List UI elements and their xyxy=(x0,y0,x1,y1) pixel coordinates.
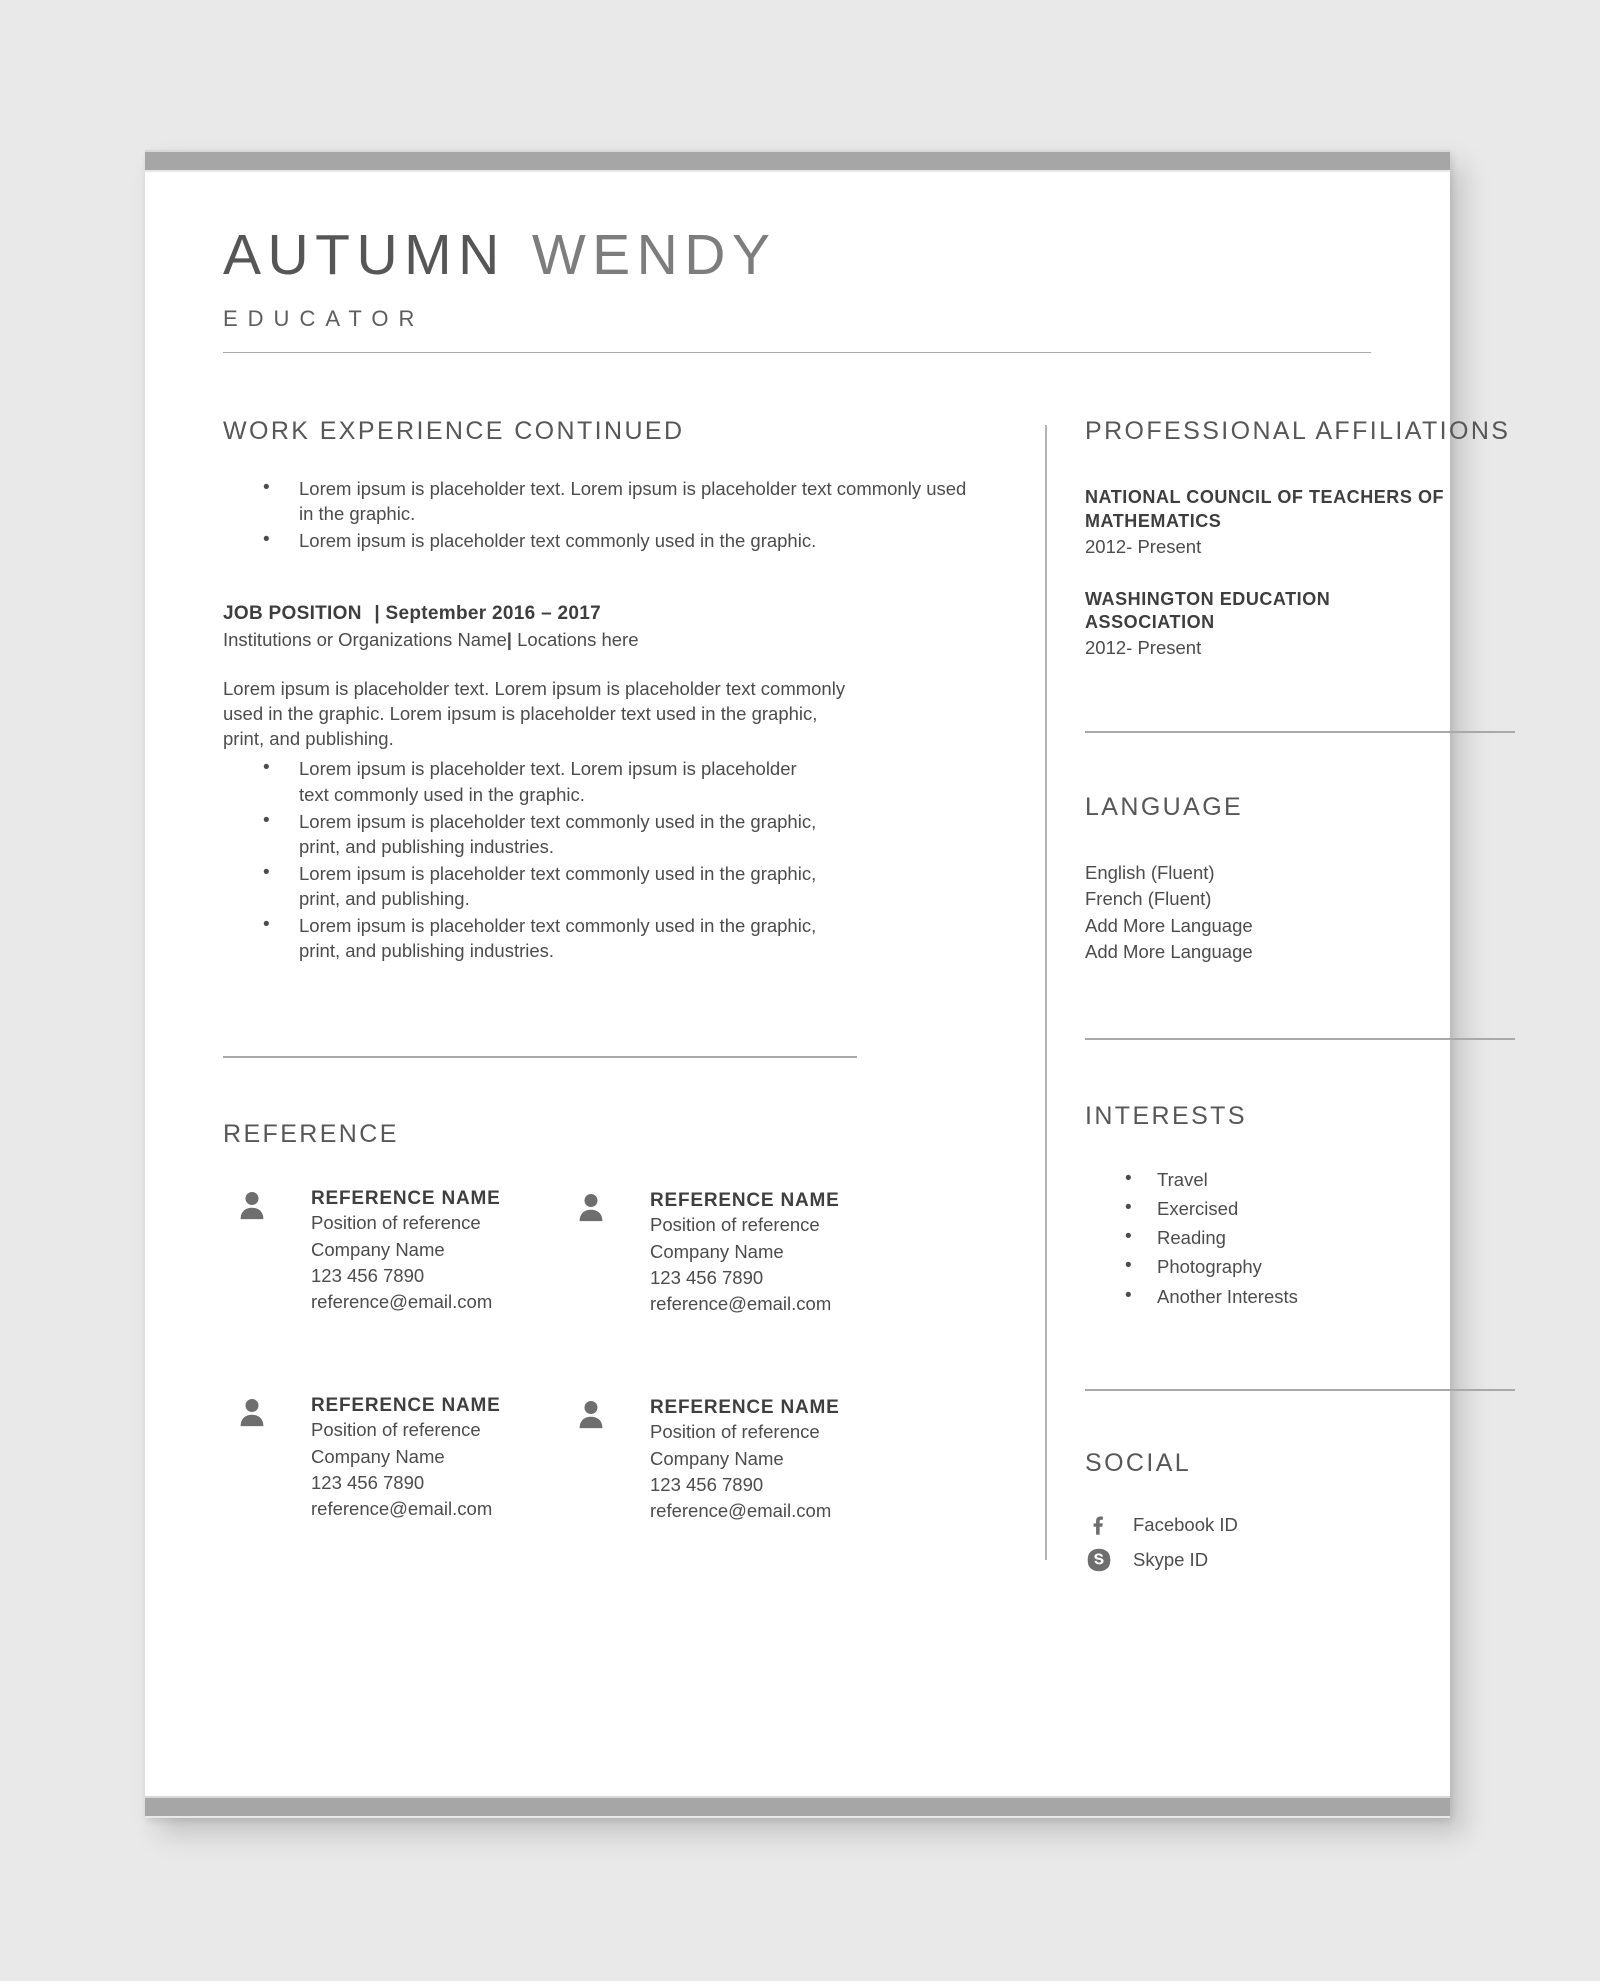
last-name: WENDY xyxy=(531,223,777,287)
affiliation-name: NATIONAL COUNCIL OF TEACHERS OF MATHEMATICS xyxy=(1085,487,1445,531)
person-icon xyxy=(239,1190,265,1220)
reference-details xyxy=(311,1187,501,1316)
reference-position: Position of reference xyxy=(650,1214,820,1236)
section-title-social: SOCIAL xyxy=(1085,1448,1192,1477)
reference-name: REFERENCE NAME xyxy=(311,1394,501,1416)
section-title-reference: REFERENCE xyxy=(223,1119,399,1148)
reference-entry xyxy=(239,1187,501,1316)
reference-name: REFERENCE NAME xyxy=(311,1187,501,1209)
job-dates: September 2016 – 2017 xyxy=(385,603,601,625)
person-icon xyxy=(578,1192,604,1222)
reference-entry xyxy=(578,1396,840,1525)
reference-phone: 123 456 7890 xyxy=(311,1471,425,1493)
affiliation-years: 2012- Present xyxy=(1085,637,1202,658)
job-org-separator: | xyxy=(506,629,512,651)
list-item: • Reading xyxy=(1085,1223,1515,1252)
section-title-affiliations: PROFESSIONAL AFFILIATIONS xyxy=(1085,417,1511,445)
social-label: Facebook ID xyxy=(1133,1514,1238,1536)
affiliation-entry xyxy=(1085,486,1515,558)
section-title-interests: INTERESTS xyxy=(1085,1101,1247,1130)
reference-phone: 123 456 7890 xyxy=(311,1264,425,1286)
reference-details xyxy=(650,1396,840,1525)
reference-position: Position of reference xyxy=(311,1419,481,1441)
language-item: English (Fluent) xyxy=(1085,862,1215,883)
list-item: • Photography xyxy=(1085,1252,1515,1281)
reference-details xyxy=(650,1189,840,1318)
left-column-divider xyxy=(223,1056,857,1058)
list-item: • Lorem ipsum is placeholder text commonly used in the graphic, print, and publishing industries. xyxy=(223,809,823,859)
list-item: • Lorem ipsum is placeholder text commonly used in the graphic. xyxy=(223,528,983,553)
section-title-work-experience: WORK EXPERIENCE CONTINUED xyxy=(223,417,685,445)
social-item-skype[interactable] xyxy=(1085,1543,1515,1578)
right-divider-1 xyxy=(1085,731,1515,733)
language-item: French (Fluent) xyxy=(1085,888,1212,910)
resume-content xyxy=(145,172,1511,1796)
reference-entry xyxy=(578,1189,840,1318)
work-experience-top-bullets xyxy=(223,476,983,553)
affiliation-entry xyxy=(1085,588,1515,660)
right-divider-3 xyxy=(1085,1389,1515,1391)
column-divider xyxy=(1045,425,1047,1560)
reference-phone: 123 456 7890 xyxy=(650,1266,764,1288)
reference-email: reference@email.com xyxy=(311,1291,493,1313)
reference-email: reference@email.com xyxy=(650,1500,832,1522)
skype-icon xyxy=(1085,1546,1113,1574)
job-summary: Lorem ipsum is placeholder text. Lorem ipsum is placeholder text commonly used in the graphic. Lorem ipsum is placeholder text used in the graphic, print, and publishing. xyxy=(223,678,846,750)
reference-position: Position of reference xyxy=(311,1212,481,1234)
list-item: • Lorem ipsum is placeholder text. Lorem ipsum is placeholder text commonly used in the graphic. xyxy=(223,476,983,526)
job-organization-line xyxy=(223,629,983,651)
list-item: • Travel xyxy=(1085,1165,1515,1194)
reference-details xyxy=(311,1394,501,1523)
language-item: Add More Language xyxy=(1085,914,1253,936)
reference-entry xyxy=(239,1394,501,1523)
reference-grid xyxy=(223,1187,983,1567)
reference-company: Company Name xyxy=(311,1445,445,1467)
reference-email: reference@email.com xyxy=(650,1293,832,1315)
job-entry-header xyxy=(223,603,983,625)
list-item: • Lorem ipsum is placeholder text. Lorem ipsum is placeholder text commonly used in the graphic. xyxy=(223,756,823,806)
list-item: • Lorem ipsum is placeholder text commonly used in the graphic, print, and publishing industries. xyxy=(223,913,823,963)
affiliation-name: WASHINGTON EDUCATION ASSOCIATION xyxy=(1085,588,1331,633)
reference-position: Position of reference xyxy=(650,1421,820,1443)
job-title: EDUCATOR xyxy=(223,306,425,331)
job-organization: Institutions or Organizations Name xyxy=(223,629,507,651)
person-icon xyxy=(578,1399,604,1429)
facebook-icon xyxy=(1085,1511,1113,1539)
language-item: Add More Language xyxy=(1085,941,1253,963)
reference-company: Company Name xyxy=(650,1240,784,1262)
list-item: • Lorem ipsum is placeholder text commonly used in the graphic, print, and publishing. xyxy=(223,861,823,911)
job-location: Locations here xyxy=(517,629,639,651)
reference-name: REFERENCE NAME xyxy=(650,1189,840,1211)
section-title-language: LANGUAGE xyxy=(1085,793,1244,821)
social-list xyxy=(1085,1508,1515,1578)
job-separator: | xyxy=(374,603,380,625)
right-column xyxy=(1085,417,1515,1578)
reference-email: reference@email.com xyxy=(311,1498,493,1520)
page-bottom-accent-bar xyxy=(145,1796,1450,1818)
job-bullets xyxy=(223,756,823,963)
social-label: Skype ID xyxy=(1133,1549,1209,1571)
job-entry xyxy=(223,603,983,651)
reference-name: REFERENCE NAME xyxy=(650,1396,840,1418)
reference-phone: 123 456 7890 xyxy=(650,1473,764,1495)
resume-page xyxy=(145,150,1511,1818)
first-name: AUTUMN xyxy=(223,223,506,287)
person-icon xyxy=(239,1397,265,1427)
right-divider-2 xyxy=(1085,1038,1515,1040)
affiliation-years: 2012- Present xyxy=(1085,535,1202,557)
list-item: • Another Interests xyxy=(1085,1282,1515,1311)
interests-list xyxy=(1085,1165,1515,1311)
list-item: • Exercised xyxy=(1085,1194,1515,1223)
left-column xyxy=(223,417,983,1567)
job-position: JOB POSITION xyxy=(223,603,362,625)
social-item-facebook[interactable] xyxy=(1085,1508,1515,1543)
language-list xyxy=(1085,860,1515,966)
reference-company: Company Name xyxy=(311,1238,445,1260)
reference-company: Company Name xyxy=(650,1447,784,1469)
page-title xyxy=(223,223,1375,287)
page-top-accent-bar xyxy=(145,150,1450,172)
header-divider xyxy=(223,352,1371,353)
resume-header xyxy=(223,223,1375,353)
